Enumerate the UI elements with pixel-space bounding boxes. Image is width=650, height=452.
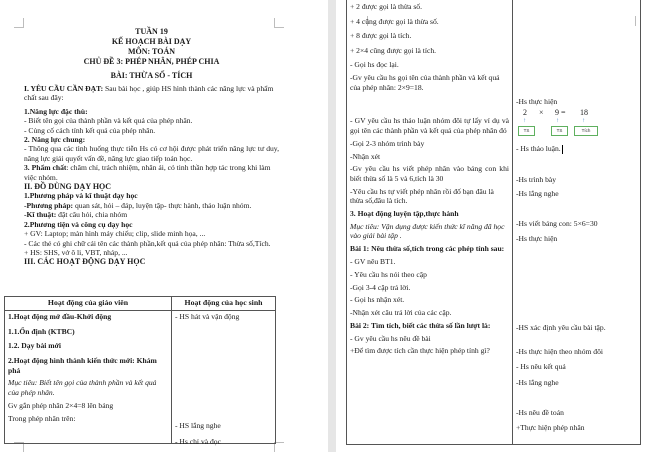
student-step: -Hs nêu đề toán [516,408,564,417]
multiplication-diagram [518,108,608,148]
method-text: quan sát, hỏi – đáp, luyện tập- thực hành, thảo luận nhóm. [73,200,252,210]
teacher-step: + 2×4 cũng được gọi là tích. [350,45,437,55]
activity-heading: 1.Hoạt động mở đầu-Khởi động [8,312,112,322]
technique-label: -Kĩ thuật: [24,210,57,220]
activity-heading: 3. Hoạt động luyện tập,thực hành [350,209,459,219]
exercise-2-heading [350,321,509,331]
product: 18 [580,108,588,117]
topic-heading: CHỦ ĐỀ 3: PHÉP NHÂN, PHÉP CHIA [83,57,220,66]
teacher-step: Gv gắn phép nhân 2×4=8 lên bảng [8,400,114,410]
product-label-card: Tích [574,126,598,136]
competence-item: - Biết tên gọi của thành phần và kết quả của phép nhân. [24,116,193,126]
factor-2: 9 = [555,108,566,117]
requirements-intro: Sau bài học , giúp HS hình thành các năng lực và phẩm chất sau đây: [24,84,274,103]
student-step: -Hs thực hiện theo nhóm đôi [516,347,604,356]
exercise-text: : Tìm tích, biết các thừa số lần lượt là: [366,320,491,330]
teacher-step: - GV yêu cầu hs thảo luận nhóm đôi tự lấy ví dụ và gọi tên các thành phần và kết quả của phép nhân đó [350,116,509,135]
arrow-up-icon: ↑ [582,118,585,124]
factor-label-card: TS [551,126,568,136]
lesson-title: BÀI: THỪA SỐ - TÍCH [110,71,193,80]
teacher-step: - Gọi hs nhận xét. [350,295,405,305]
technique-text: đặt câu hỏi, chia nhóm [56,210,128,220]
teacher-step: +Để tìm được tích cần thực hiện phép tính gì? [350,346,490,356]
student-step [516,144,563,154]
table-row [5,311,276,444]
text-cursor [562,145,563,154]
teacher-step: - GV nêu BT1. [350,256,396,266]
teacher-step: -Nhận xét [350,151,381,161]
teacher-step: -Gọi 2-3 nhóm trình bày [350,138,425,148]
teacher-step: -Gv yêu cầu hs gọi tên của thành phần và kết quả của phép nhân: 2×9=18. [350,73,500,92]
teacher-step: -Gv yêu cầu hs viết phép nhân vào bảng con khi biết thừa số là 5 và 6,tích là 30 [350,164,509,183]
student-step: -Hs thực hiện [516,234,558,243]
qualities-text: : chăm chỉ, trách nhiệm, nhân ái, có tinh thần hợp tác trong khi làm việc nhóm. [24,163,271,182]
teacher-step: - Yêu cầu hs nói theo cặp [350,269,427,279]
table-header-row [5,297,276,311]
technique-paragraph [24,210,279,219]
student-step: - HS lắng nghe [175,421,221,431]
lesson-plan-body [24,27,279,267]
student-step: -Hs thực hiện [516,97,558,106]
tool-item: + HS: SHS, vở ô li, VBT, nháp, ... [24,247,128,257]
activity-heading: 1.1.Ổn định (KTBC) [8,326,75,336]
student-step: -Hs lắng nghe [516,378,559,387]
activities-heading: III. CÁC HOẠT ĐỘNG DẠY HỌC [24,257,146,267]
activities-table-continued [346,0,641,445]
student-activity-cell [172,311,276,447]
teacher-step: + 2 được gọi là thừa số. [350,2,422,11]
teacher-step: - Gv yêu cầu hs nêu đề bài [350,333,431,343]
teacher-column-header: Hoạt động của giáo viên [5,297,172,311]
exercise-label: Bài 1 [350,244,367,254]
crop-mark [14,18,24,28]
student-step: - Hs nêu kết quả [516,362,566,371]
qualities-paragraph [24,163,279,182]
week-heading: TUẦN 19 [135,27,168,36]
factor-1: 2 [523,108,527,117]
student-step: - Hs chỉ và đọc [175,437,221,447]
competence-item: - Củng cố cách tính kết quả của phép nhân. [24,125,156,135]
method-paragraph [24,201,279,210]
arrow-up-icon: ↑ [523,118,526,124]
plan-title: KẾ HOẠCH BÀI DẠY [111,37,192,46]
student-step: -Hs viết bảng con: 5×6=30 [516,219,598,228]
table-row [347,0,641,445]
tool-item: - Các thẻ có ghi chữ cái tên các thành phần,kết quả của phép nhân: Thừa số,Tích. [24,238,271,248]
student-step: -Hs lắng nghe [516,189,559,198]
specific-competence-heading: 1.Năng lực đặc thù: [24,106,88,116]
tools-heading: 2.Phương tiện và công cụ dạy học [24,219,133,229]
student-step: - HS hát và vận động [175,312,240,322]
student-step: -Hs trình bày [516,175,557,184]
factor-label-card: TS [518,126,535,136]
teacher-step: -Gọi 3-4 cặp trả lời. [350,282,411,292]
qualities-heading: 3. Phẩm chất [24,163,67,173]
teacher-activity-cell [347,0,513,445]
activity-heading: 1.2. Dạy bài mới [8,341,61,351]
exercise-text: : Nêu thừa số,tích trong các phép tính sau: [366,244,505,254]
methods-heading: 1.Phương pháp và kĩ thuật dạy học [24,191,138,201]
materials-heading: II. ĐỒ DÙNG DẠY HỌC [24,182,112,192]
exercise-1-heading [350,244,509,254]
teacher-activity-cell [5,311,172,444]
general-competence-text: - Thông qua các tình huống thực tiễn Hs có cơ hội được phát triển năng lực tư duy, năng lực giải quyết vấn đề, năng lực giao tiếp toán học. [24,144,279,163]
student-step: +Thực hiện phép nhân [516,423,585,432]
method-label: -Phương pháp: [24,200,74,210]
times-sign: × [539,108,544,117]
student-activity-cell [513,0,641,445]
subject-heading: MÔN: TOÁN [127,47,176,56]
student-step-text: - Hs thảo luận. [516,144,561,153]
tool-item: + GV: Laptop; màn hình máy chiếu; clip, slide minh họa, ... [24,229,206,239]
arrow-up-icon: ↑ [556,118,559,124]
teacher-step: Trong phép nhân trên: [8,413,76,423]
activity-goal: Mục tiêu: Biết tên gọi của thành phần và kết quả của phép nhân. [8,378,157,398]
teacher-step: + 4 cũng được gọi là thừa số. [350,16,439,26]
exercise-label: Bài 2 [350,320,367,330]
student-column-header: Hoạt động của học sinh [172,297,276,311]
teacher-step: -Yêu cầu hs tự viết phép nhân rồi đố bạn đâu là thừa số,đâu là tích. [350,186,494,206]
teacher-step: -Nhận xét câu trả lời của các cặp. [350,308,452,318]
activity-goal: Mục tiêu: Vận dụng được kiến thức kĩ năng đã học vào giải bài tập . [350,221,505,241]
activity-heading: 2.Hoạt động hình thành kiến thức mới: Khám phá [8,356,157,375]
student-step: -HS xác định yêu cầu bài tập. [516,323,606,332]
requirements-heading: I. YÊU CẦU CẦN ĐẠT: [24,84,104,93]
general-competence-heading: 2. Năng lực chung: [24,135,86,145]
document-page-right [336,0,650,452]
teacher-step: - Gọi hs đọc lại. [350,60,399,70]
requirements-paragraph [24,84,279,103]
teacher-step: + 8 được gọi là tích. [350,31,412,41]
activities-table [4,296,276,447]
